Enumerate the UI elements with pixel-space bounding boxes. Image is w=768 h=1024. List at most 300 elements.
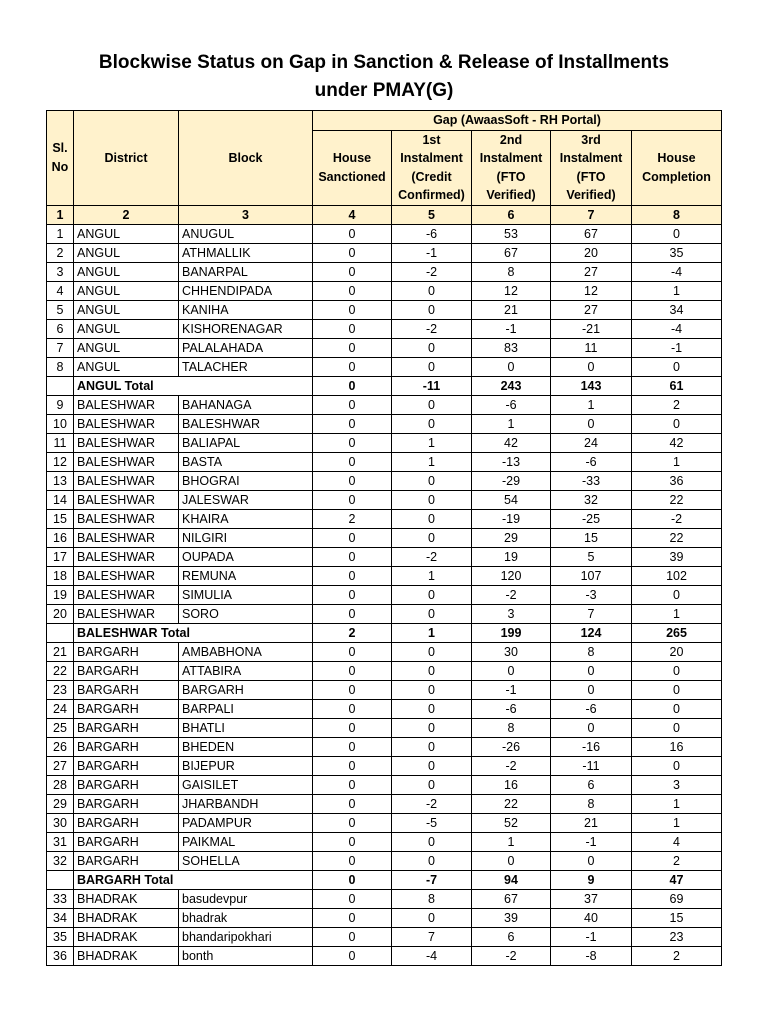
table-row	[47, 813, 722, 832]
third-instalment-cell: 0	[551, 680, 632, 699]
table-row	[47, 566, 722, 585]
house-sanctioned-cell: 0	[313, 851, 392, 870]
block-cell: KISHORENAGAR	[179, 319, 313, 338]
block-cell: SORO	[179, 604, 313, 623]
table-row	[47, 699, 722, 718]
third-instalment-cell: -3	[551, 585, 632, 604]
first-instalment-cell: 0	[392, 908, 472, 927]
house-completion-cell: 0	[632, 585, 722, 604]
table-row	[47, 661, 722, 680]
third-instalment-cell: -6	[551, 699, 632, 718]
table-row	[47, 395, 722, 414]
sl-cell: 33	[47, 889, 74, 908]
total-label: BARGARH Total	[74, 870, 313, 889]
total-label: ANGUL Total	[74, 376, 313, 395]
house-sanctioned-cell: 0	[313, 300, 392, 319]
third-instalment-cell: 12	[551, 281, 632, 300]
third-instalment-cell: 6	[551, 775, 632, 794]
column-number-row	[47, 205, 722, 224]
block-cell: PALALAHADA	[179, 338, 313, 357]
table-row	[47, 243, 722, 262]
district-cell: BARGARH	[74, 775, 179, 794]
sl-cell: 12	[47, 452, 74, 471]
district-cell: BALESHWAR	[74, 528, 179, 547]
first-instalment-cell: -2	[392, 319, 472, 338]
district-cell: ANGUL	[74, 243, 179, 262]
second-instalment-cell: 8	[472, 718, 551, 737]
block-cell: OUPADA	[179, 547, 313, 566]
house-sanctioned-cell: 0	[313, 604, 392, 623]
first-instalment-cell: 8	[392, 889, 472, 908]
house-sanctioned-cell: 0	[313, 946, 392, 965]
block-cell: BAHANAGA	[179, 395, 313, 414]
district-cell: BALESHWAR	[74, 566, 179, 585]
house-sanctioned-cell: 0	[313, 490, 392, 509]
first-instalment-cell: -1	[392, 243, 472, 262]
sl-cell: 30	[47, 813, 74, 832]
header-gap-group: Gap (AwaasSoft - RH Portal)	[313, 111, 722, 131]
first-instalment-cell: 0	[392, 604, 472, 623]
second-instalment-cell: 6	[472, 927, 551, 946]
sl-cell: 8	[47, 357, 74, 376]
third-instalment-cell: -21	[551, 319, 632, 338]
third-instalment-cell: 15	[551, 528, 632, 547]
second-instalment-cell: 54	[472, 490, 551, 509]
house-completion-cell: -1	[632, 338, 722, 357]
sl-cell: 5	[47, 300, 74, 319]
first-instalment-cell: -2	[392, 794, 472, 813]
district-cell: BHADRAK	[74, 927, 179, 946]
third-instalment-cell: 5	[551, 547, 632, 566]
page-title: Blockwise Status on Gap in Sanction & Release of Installments	[98, 52, 670, 73]
district-cell: BARGARH	[74, 832, 179, 851]
district-cell: BALESHWAR	[74, 452, 179, 471]
third-instalment-cell: 9	[551, 870, 632, 889]
first-instalment-cell: -7	[392, 870, 472, 889]
block-cell: AMBABHONA	[179, 642, 313, 661]
house-completion-cell: 36	[632, 471, 722, 490]
first-instalment-cell: 0	[392, 737, 472, 756]
second-instalment-cell: 8	[472, 262, 551, 281]
house-sanctioned-cell: 0	[313, 414, 392, 433]
first-instalment-cell: 0	[392, 338, 472, 357]
block-cell: BHATLI	[179, 718, 313, 737]
block-cell: BIJEPUR	[179, 756, 313, 775]
house-completion-cell: 0	[632, 414, 722, 433]
district-cell: BARGARH	[74, 794, 179, 813]
sl-cell: 32	[47, 851, 74, 870]
house-sanctioned-cell: 0	[313, 813, 392, 832]
house-sanctioned-cell: 0	[313, 699, 392, 718]
sl-cell: 27	[47, 756, 74, 775]
district-cell: BALESHWAR	[74, 395, 179, 414]
district-cell: BARGARH	[74, 851, 179, 870]
house-completion-cell: -4	[632, 319, 722, 338]
second-instalment-cell: 67	[472, 889, 551, 908]
table-row	[47, 471, 722, 490]
block-cell: KANIHA	[179, 300, 313, 319]
district-cell: BALESHWAR	[74, 604, 179, 623]
district-cell: BALESHWAR	[74, 509, 179, 528]
block-cell: BARPALI	[179, 699, 313, 718]
first-instalment-cell: 0	[392, 585, 472, 604]
third-instalment-cell: 21	[551, 813, 632, 832]
sl-cell: 11	[47, 433, 74, 452]
third-instalment-cell: 0	[551, 851, 632, 870]
second-instalment-cell: 52	[472, 813, 551, 832]
sl-cell: 36	[47, 946, 74, 965]
second-instalment-cell: -6	[472, 699, 551, 718]
second-instalment-cell: 1	[472, 414, 551, 433]
column-number: 4	[313, 205, 392, 224]
second-instalment-cell: -19	[472, 509, 551, 528]
first-instalment-cell: 0	[392, 832, 472, 851]
house-completion-cell: 16	[632, 737, 722, 756]
house-completion-cell: 47	[632, 870, 722, 889]
third-instalment-cell: 8	[551, 794, 632, 813]
second-instalment-cell: 243	[472, 376, 551, 395]
block-cell: BHEDEN	[179, 737, 313, 756]
third-instalment-cell: -1	[551, 832, 632, 851]
second-instalment-cell: -2	[472, 946, 551, 965]
district-cell: BHADRAK	[74, 889, 179, 908]
house-completion-cell: 42	[632, 433, 722, 452]
first-instalment-cell: -4	[392, 946, 472, 965]
sl-cell: 21	[47, 642, 74, 661]
district-cell: BALESHWAR	[74, 414, 179, 433]
house-sanctioned-cell: 0	[313, 794, 392, 813]
house-sanctioned-cell: 0	[313, 528, 392, 547]
sl-cell	[47, 623, 74, 642]
table-row	[47, 452, 722, 471]
header-sl-no: Sl. No	[47, 111, 74, 206]
house-sanctioned-cell: 0	[313, 680, 392, 699]
house-sanctioned-cell: 0	[313, 224, 392, 243]
house-completion-cell: 1	[632, 281, 722, 300]
first-instalment-cell: 1	[392, 623, 472, 642]
third-instalment-cell: -6	[551, 452, 632, 471]
third-instalment-cell: -1	[551, 927, 632, 946]
total-row	[47, 623, 722, 642]
house-sanctioned-cell: 0	[313, 376, 392, 395]
house-sanctioned-cell: 0	[313, 243, 392, 262]
header-third-instalment: 3rd Instalment (FTO Verified)	[551, 130, 632, 205]
district-cell: BALESHWAR	[74, 585, 179, 604]
table-row	[47, 319, 722, 338]
house-sanctioned-cell: 0	[313, 338, 392, 357]
second-instalment-cell: -1	[472, 680, 551, 699]
third-instalment-cell: 24	[551, 433, 632, 452]
sl-cell	[47, 870, 74, 889]
block-cell: bhandaripokhari	[179, 927, 313, 946]
second-instalment-cell: 22	[472, 794, 551, 813]
table-row	[47, 262, 722, 281]
district-cell: BALESHWAR	[74, 471, 179, 490]
house-sanctioned-cell: 0	[313, 566, 392, 585]
third-instalment-cell: 11	[551, 338, 632, 357]
first-instalment-cell: 0	[392, 357, 472, 376]
district-cell: ANGUL	[74, 224, 179, 243]
second-instalment-cell: 12	[472, 281, 551, 300]
house-sanctioned-cell: 0	[313, 927, 392, 946]
house-completion-cell: 22	[632, 528, 722, 547]
header-district: District	[74, 111, 179, 206]
first-instalment-cell: -6	[392, 224, 472, 243]
district-cell: ANGUL	[74, 338, 179, 357]
first-instalment-cell: 0	[392, 680, 472, 699]
house-sanctioned-cell: 0	[313, 889, 392, 908]
district-cell: ANGUL	[74, 319, 179, 338]
first-instalment-cell: 0	[392, 756, 472, 775]
column-number: 2	[74, 205, 179, 224]
district-cell: BARGARH	[74, 756, 179, 775]
house-sanctioned-cell: 0	[313, 775, 392, 794]
house-completion-cell: 4	[632, 832, 722, 851]
table-row	[47, 851, 722, 870]
table-row	[47, 737, 722, 756]
table-row	[47, 718, 722, 737]
third-instalment-cell: -11	[551, 756, 632, 775]
sl-cell: 6	[47, 319, 74, 338]
sl-cell: 14	[47, 490, 74, 509]
table-row	[47, 946, 722, 965]
table-row	[47, 756, 722, 775]
house-completion-cell: 2	[632, 395, 722, 414]
district-cell: BHADRAK	[74, 908, 179, 927]
house-completion-cell: 0	[632, 357, 722, 376]
second-instalment-cell: 30	[472, 642, 551, 661]
district-cell: BARGARH	[74, 661, 179, 680]
house-sanctioned-cell: 0	[313, 661, 392, 680]
third-instalment-cell: 7	[551, 604, 632, 623]
sl-cell: 16	[47, 528, 74, 547]
house-completion-cell: 1	[632, 604, 722, 623]
house-completion-cell: 35	[632, 243, 722, 262]
column-number: 1	[47, 205, 74, 224]
second-instalment-cell: 199	[472, 623, 551, 642]
third-instalment-cell: 67	[551, 224, 632, 243]
house-sanctioned-cell: 0	[313, 718, 392, 737]
second-instalment-cell: -13	[472, 452, 551, 471]
block-cell: ATTABIRA	[179, 661, 313, 680]
column-number: 7	[551, 205, 632, 224]
table-row	[47, 547, 722, 566]
house-completion-cell: 23	[632, 927, 722, 946]
second-instalment-cell: 94	[472, 870, 551, 889]
house-sanctioned-cell: 0	[313, 642, 392, 661]
block-cell: bhadrak	[179, 908, 313, 927]
first-instalment-cell: 0	[392, 414, 472, 433]
header-house-completion: House Completion	[632, 130, 722, 205]
third-instalment-cell: 27	[551, 300, 632, 319]
third-instalment-cell: 0	[551, 718, 632, 737]
column-number: 5	[392, 205, 472, 224]
block-cell: bonth	[179, 946, 313, 965]
sl-cell: 9	[47, 395, 74, 414]
block-cell: PADAMPUR	[179, 813, 313, 832]
block-cell: NILGIRI	[179, 528, 313, 547]
house-sanctioned-cell: 0	[313, 395, 392, 414]
table-row	[47, 414, 722, 433]
house-completion-cell: -2	[632, 509, 722, 528]
third-instalment-cell: 27	[551, 262, 632, 281]
sl-cell: 15	[47, 509, 74, 528]
first-instalment-cell: 0	[392, 528, 472, 547]
house-sanctioned-cell: 0	[313, 281, 392, 300]
house-completion-cell: 20	[632, 642, 722, 661]
third-instalment-cell: 124	[551, 623, 632, 642]
third-instalment-cell: 8	[551, 642, 632, 661]
first-instalment-cell: 0	[392, 395, 472, 414]
second-instalment-cell: -26	[472, 737, 551, 756]
block-cell: BASTA	[179, 452, 313, 471]
district-cell: BARGARH	[74, 718, 179, 737]
block-cell: BHOGRAI	[179, 471, 313, 490]
second-instalment-cell: 0	[472, 851, 551, 870]
house-completion-cell: 2	[632, 946, 722, 965]
column-number: 6	[472, 205, 551, 224]
sl-cell: 28	[47, 775, 74, 794]
house-completion-cell: 69	[632, 889, 722, 908]
district-cell: BARGARH	[74, 699, 179, 718]
first-instalment-cell: 0	[392, 718, 472, 737]
house-completion-cell: 15	[632, 908, 722, 927]
sl-cell: 13	[47, 471, 74, 490]
first-instalment-cell: 1	[392, 452, 472, 471]
second-instalment-cell: 42	[472, 433, 551, 452]
table-row	[47, 490, 722, 509]
house-sanctioned-cell: 0	[313, 832, 392, 851]
block-cell: BALESHWAR	[179, 414, 313, 433]
house-sanctioned-cell: 0	[313, 585, 392, 604]
block-cell: REMUNA	[179, 566, 313, 585]
table-row	[47, 281, 722, 300]
house-completion-cell: 39	[632, 547, 722, 566]
district-cell: BARGARH	[74, 642, 179, 661]
block-cell: GAISILET	[179, 775, 313, 794]
second-instalment-cell: 3	[472, 604, 551, 623]
house-completion-cell: 2	[632, 851, 722, 870]
status-table	[46, 110, 722, 966]
block-cell: SOHELLA	[179, 851, 313, 870]
column-number: 3	[179, 205, 313, 224]
header-house-sanctioned: House Sanctioned	[313, 130, 392, 205]
table-row	[47, 889, 722, 908]
sl-cell: 31	[47, 832, 74, 851]
house-sanctioned-cell: 0	[313, 357, 392, 376]
table-row	[47, 528, 722, 547]
header-first-instalment: 1st Instalment (Credit Confirmed)	[392, 130, 472, 205]
house-completion-cell: 34	[632, 300, 722, 319]
district-cell: BHADRAK	[74, 946, 179, 965]
house-sanctioned-cell: 0	[313, 547, 392, 566]
first-instalment-cell: 0	[392, 281, 472, 300]
second-instalment-cell: 67	[472, 243, 551, 262]
third-instalment-cell: -16	[551, 737, 632, 756]
first-instalment-cell: 0	[392, 775, 472, 794]
house-completion-cell: 61	[632, 376, 722, 395]
block-cell: PAIKMAL	[179, 832, 313, 851]
first-instalment-cell: -2	[392, 262, 472, 281]
table-row	[47, 338, 722, 357]
table-row	[47, 642, 722, 661]
house-sanctioned-cell: 2	[313, 509, 392, 528]
block-cell: TALACHER	[179, 357, 313, 376]
first-instalment-cell: -2	[392, 547, 472, 566]
sl-cell: 29	[47, 794, 74, 813]
sl-cell: 7	[47, 338, 74, 357]
third-instalment-cell: 20	[551, 243, 632, 262]
house-completion-cell: 0	[632, 699, 722, 718]
district-cell: ANGUL	[74, 300, 179, 319]
sl-cell: 10	[47, 414, 74, 433]
district-cell: ANGUL	[74, 357, 179, 376]
block-cell: ANUGUL	[179, 224, 313, 243]
table-row	[47, 433, 722, 452]
first-instalment-cell: 0	[392, 300, 472, 319]
house-sanctioned-cell: 0	[313, 737, 392, 756]
district-cell: BALESHWAR	[74, 490, 179, 509]
table-row	[47, 357, 722, 376]
first-instalment-cell: 0	[392, 661, 472, 680]
first-instalment-cell: 0	[392, 699, 472, 718]
block-cell: SIMULIA	[179, 585, 313, 604]
house-completion-cell: 102	[632, 566, 722, 585]
second-instalment-cell: 29	[472, 528, 551, 547]
third-instalment-cell: 0	[551, 414, 632, 433]
table-row	[47, 300, 722, 319]
sl-cell: 1	[47, 224, 74, 243]
first-instalment-cell: 1	[392, 433, 472, 452]
third-instalment-cell: 40	[551, 908, 632, 927]
second-instalment-cell: -1	[472, 319, 551, 338]
third-instalment-cell: -8	[551, 946, 632, 965]
second-instalment-cell: 21	[472, 300, 551, 319]
first-instalment-cell: -11	[392, 376, 472, 395]
house-completion-cell: 3	[632, 775, 722, 794]
sl-cell: 34	[47, 908, 74, 927]
first-instalment-cell: 0	[392, 642, 472, 661]
table-row	[47, 224, 722, 243]
house-sanctioned-cell: 0	[313, 262, 392, 281]
third-instalment-cell: 37	[551, 889, 632, 908]
sl-cell: 26	[47, 737, 74, 756]
block-cell: CHHENDIPADA	[179, 281, 313, 300]
header-second-instalment: 2nd Instalment (FTO Verified)	[472, 130, 551, 205]
table-row	[47, 832, 722, 851]
sl-cell: 3	[47, 262, 74, 281]
house-completion-cell: -4	[632, 262, 722, 281]
block-cell: KHAIRA	[179, 509, 313, 528]
header-block: Block	[179, 111, 313, 206]
house-sanctioned-cell: 0	[313, 908, 392, 927]
district-cell: BALESHWAR	[74, 433, 179, 452]
house-completion-cell: 265	[632, 623, 722, 642]
first-instalment-cell: 1	[392, 566, 472, 585]
sl-cell: 2	[47, 243, 74, 262]
block-cell: basudevpur	[179, 889, 313, 908]
house-sanctioned-cell: 2	[313, 623, 392, 642]
sl-cell: 22	[47, 661, 74, 680]
second-instalment-cell: 1	[472, 832, 551, 851]
house-completion-cell: 22	[632, 490, 722, 509]
block-cell: BANARPAL	[179, 262, 313, 281]
sl-cell: 23	[47, 680, 74, 699]
table-row	[47, 794, 722, 813]
sl-cell: 25	[47, 718, 74, 737]
third-instalment-cell: 1	[551, 395, 632, 414]
table-row	[47, 775, 722, 794]
